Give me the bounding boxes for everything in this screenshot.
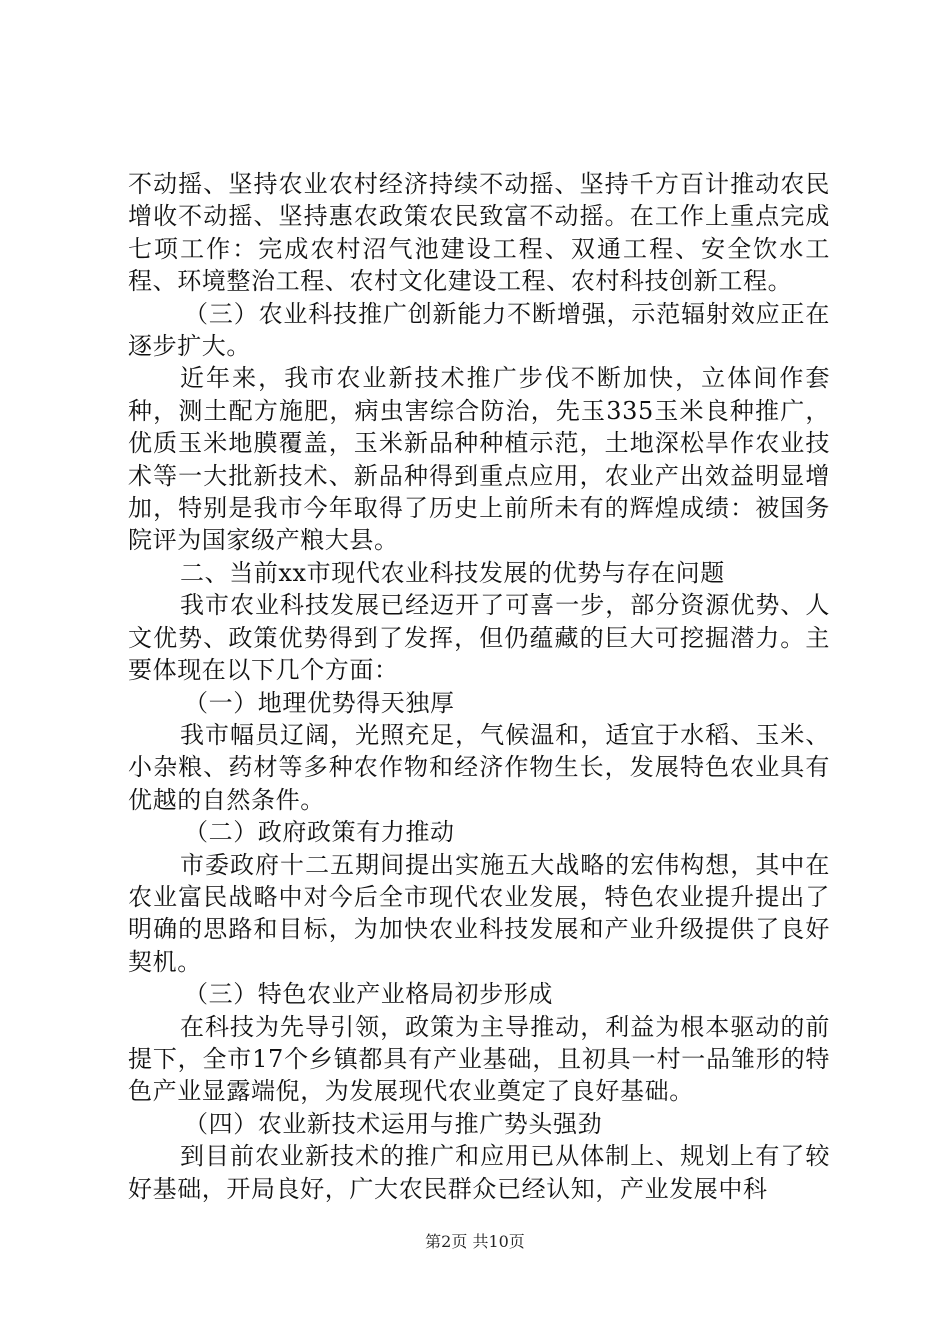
paragraph-advantages-intro: 我市农业科技发展已经迈开了可喜一步，部分资源优势、人文优势、政策优势得到了发挥，但仍蕴藏的巨大可挖掘潜力。主要体现在以下几个方面： [128,591,830,685]
page-number-footer: 第2页 共10页 [425,1232,525,1251]
document-body [128,168,830,1205]
subheading-geography: （一）地理优势得天独厚 [184,688,455,717]
paragraph-industry-pattern: 在科技为先导引领，政策为主导推动，利益为根本驱动的前提下，全市17个乡镇都具有产业基础，且初具一村一品雏形的特色产业显露端倪，为发展现代农业奠定了良好基础。 [128,1012,830,1106]
subheading-industry-pattern: （三）特色农业产业格局初步形成 [184,980,553,1009]
section-heading-advantages: 二、当前xx市现代农业科技发展的优势与存在问题 [180,558,725,587]
paragraph-policy: 市委政府十二五期间提出实施五大战略的宏伟构想，其中在农业富民战略中对今后全市现代农业发展，特色农业提升提出了明确的思路和目标，为加快农业科技发展和产业升级提供了良好契机。 [128,850,830,976]
subheading-policy: （二）政府政策有力推动 [184,818,455,847]
subheading-new-technology: （四）农业新技术运用与推广势头强劲 [184,1109,603,1138]
subheading-tech-promotion: （三）农业科技推广创新能力不断增强，示范辐射效应正在逐步扩大。 [128,299,830,361]
paragraph-new-technology: 到目前农业新技术的推广和应用已从体制上、规划上有了较好基础，开局良好，广大农民群众已经认知，产业发展中科 [128,1142,830,1203]
paragraph-geography: 我市幅员辽阔，光照充足，气候温和，适宜于水稻、玉米、小杂粮、药材等多种农作物和经济作物生长，发展特色农业具有优越的自然条件。 [128,720,830,814]
paragraph-recent-years: 近年来，我市农业新技术推广步伐不断加快，立体间作套种，测土配方施肥，病虫害综合防治，先玉335玉米良种推广，优质玉米地膜覆盖，玉米新品种种植示范，土地深松旱作农业技术等一大批新技术、新品种得到重点应用，农业产出效益明显增加，特别是我市今年取得了历史上前所未有的辉煌成绩：被国务院评为国家级产粮大县。 [128,364,830,555]
paragraph-continuation: 不动摇、坚持农业农村经济持续不动摇、坚持千方百计推动农民增收不动摇、坚持惠农政策农民致富不动摇。在工作上重点完成七项工作：完成农村沼气池建设工程、双通工程、安全饮水工程、环境整治工程、农村文化建设工程、农村科技创新工程。 [128,170,830,296]
